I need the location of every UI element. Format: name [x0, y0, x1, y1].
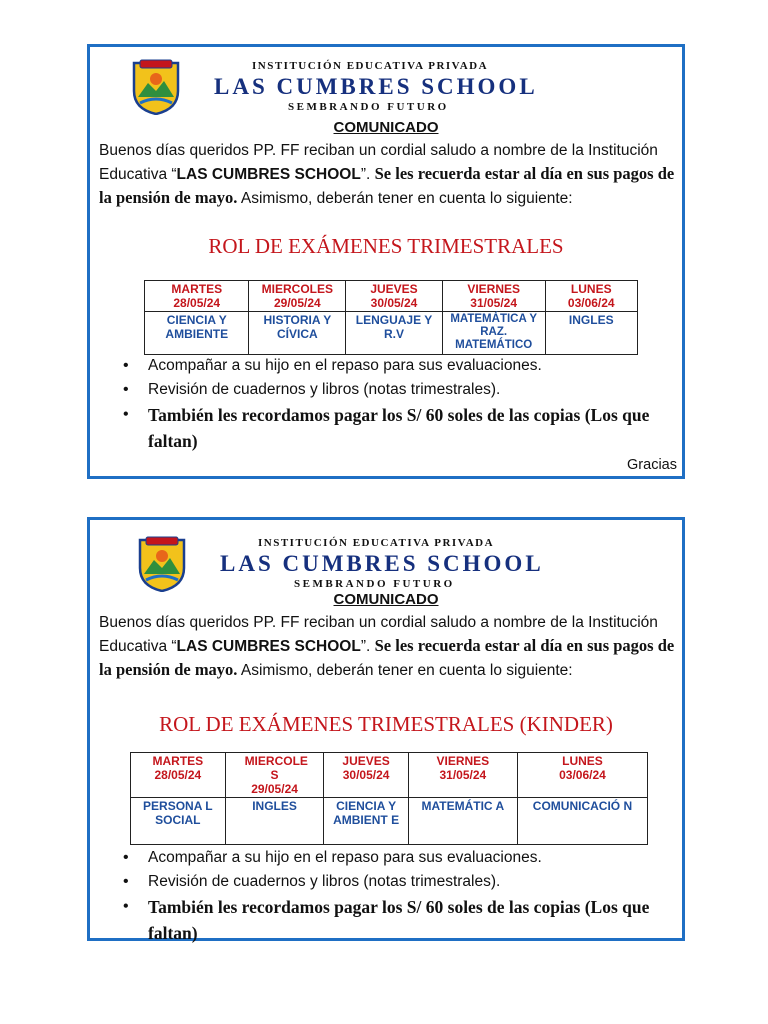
subject-cell — [408, 798, 517, 845]
exam-schedule-title: ROL DE EXÁMENES TRIMESTRALES (KINDER) — [159, 712, 613, 736]
day-label: MIERCOLES — [261, 282, 333, 296]
day-cell — [324, 753, 408, 798]
date-label: 31/05/24 — [470, 296, 518, 310]
subject-cell — [324, 798, 408, 845]
quote-close: ”. — [360, 638, 375, 655]
institution-type: INSTITUCIÓN EDUCATIVA PRIVADA — [258, 537, 495, 549]
date-label: 03/06/24 — [567, 296, 615, 310]
date-label: 31/05/24 — [439, 768, 487, 782]
day-cell — [545, 281, 637, 312]
subject-cell: MATEMÁTICA Y RAZ. MATEMÁTICO — [442, 312, 545, 355]
day-label: VIERNES — [467, 282, 520, 296]
table-row — [131, 798, 648, 845]
closing-text: Asimismo, deberán tener en cuenta lo siguiente: — [237, 662, 573, 679]
date-label: 29/05/24 — [251, 782, 298, 796]
notice-title: COMUNICADO — [333, 119, 439, 136]
table-row — [145, 312, 638, 355]
greeting-text: Buenos días queridos PP. FF reciban un cordial saludo a nombre de la Institución Educativa “ — [99, 614, 658, 655]
payment-reminder: Se les recuerda estar al día en sus pagos de la pensión de mayo. — [99, 164, 675, 207]
list-item: • Acompañar a su hijo en el repaso para sus evaluaciones. — [120, 846, 680, 870]
school-name: LAS CUMBRES SCHOOL — [214, 74, 538, 99]
list-item: • También les recordamos pagar los S/ 60 soles de las copias (Los que faltan) — [120, 894, 680, 946]
table-row — [145, 281, 638, 312]
subject-cell: HISTORIA Y CÍVICA — [249, 312, 346, 355]
institution-type: INSTITUCIÓN EDUCATIVA PRIVADA — [252, 60, 489, 72]
payment-reminder: Se les recuerda estar al día en sus pagos de la pensión de mayo. — [99, 636, 675, 679]
reminder-list — [120, 354, 680, 454]
greeting-text: Buenos días queridos PP. FF reciban un cordial saludo a nombre de la Institución Educativa “ — [99, 142, 658, 183]
date-label: 30/05/24 — [342, 768, 390, 782]
day-label: MARTES — [152, 754, 204, 768]
exam-schedule-title: ROL DE EXÁMENES TRIMESTRALES — [208, 234, 564, 258]
subject-label: COMUNICACIÓ N — [532, 799, 633, 813]
quote-close: ”. — [360, 166, 375, 183]
notice-body — [99, 139, 679, 210]
day-cell — [145, 281, 249, 312]
notice-body — [99, 611, 679, 682]
date-label: 29/05/24 — [273, 296, 321, 310]
subject-cell: LENGUAJE Y R.V — [346, 312, 443, 355]
school-reference: LAS CUMBRES SCHOOL — [176, 638, 361, 655]
subject-cell — [131, 798, 226, 845]
notice-kinder — [87, 517, 685, 941]
school-motto: SEMBRANDO FUTURO — [288, 101, 449, 113]
subject-cell: CIENCIA Y AMBIENTE — [145, 312, 249, 355]
day-cell — [517, 753, 647, 798]
school-motto: SEMBRANDO FUTURO — [294, 578, 455, 590]
day-cell — [346, 281, 443, 312]
day-cell — [408, 753, 517, 798]
date-label: 28/05/24 — [154, 768, 202, 782]
school-header — [130, 57, 646, 122]
subject-cell: INGLES — [545, 312, 637, 355]
exam-schedule-table — [130, 752, 648, 845]
date-label: 30/05/24 — [370, 296, 418, 310]
exam-schedule-table — [144, 280, 638, 355]
day-label: VIERNES — [436, 754, 490, 768]
day-cell — [131, 753, 226, 798]
notice-title: COMUNICADO — [333, 591, 439, 608]
reminder-list — [120, 846, 680, 946]
date-label: 28/05/24 — [173, 296, 221, 310]
day-label: MARTES — [171, 282, 223, 296]
signoff: Gracias — [627, 457, 677, 473]
subject-label: PERSONA L SOCIAL — [143, 799, 213, 827]
subject-label: CIENCIA Y AMBIENT E — [333, 799, 400, 827]
day-cell — [442, 281, 545, 312]
school-crest-logo — [130, 57, 182, 115]
list-item: • Revisión de cuadernos y libros (notas trimestrales). — [120, 870, 680, 894]
table-row — [131, 753, 648, 798]
day-label: LUNES — [562, 754, 603, 768]
list-item: • Revisión de cuadernos y libros (notas trimestrales). — [120, 378, 680, 402]
day-label: LUNES — [570, 282, 612, 296]
school-header — [136, 534, 652, 599]
school-name: LAS CUMBRES SCHOOL — [220, 551, 544, 576]
closing-text: Asimismo, deberán tener en cuenta lo siguiente: — [237, 190, 573, 207]
day-cell — [225, 753, 324, 798]
day-cell — [249, 281, 346, 312]
notice-primary — [87, 44, 685, 479]
date-label: 03/06/24 — [559, 768, 606, 782]
day-label: JUEVES — [370, 282, 418, 296]
subject-label: MATEMÁTIC A — [421, 799, 505, 813]
list-item: • Acompañar a su hijo en el repaso para sus evaluaciones. — [120, 354, 680, 378]
subject-cell — [517, 798, 647, 845]
school-reference: LAS CUMBRES SCHOOL — [176, 166, 361, 183]
list-item: • También les recordamos pagar los S/ 60 soles de las copias (Los que faltan) — [120, 402, 680, 454]
subject-cell: INGLES — [225, 798, 324, 845]
day-label: JUEVES — [342, 754, 390, 768]
day-label: MIERCOLE S — [244, 754, 308, 782]
school-crest-logo — [136, 534, 188, 592]
